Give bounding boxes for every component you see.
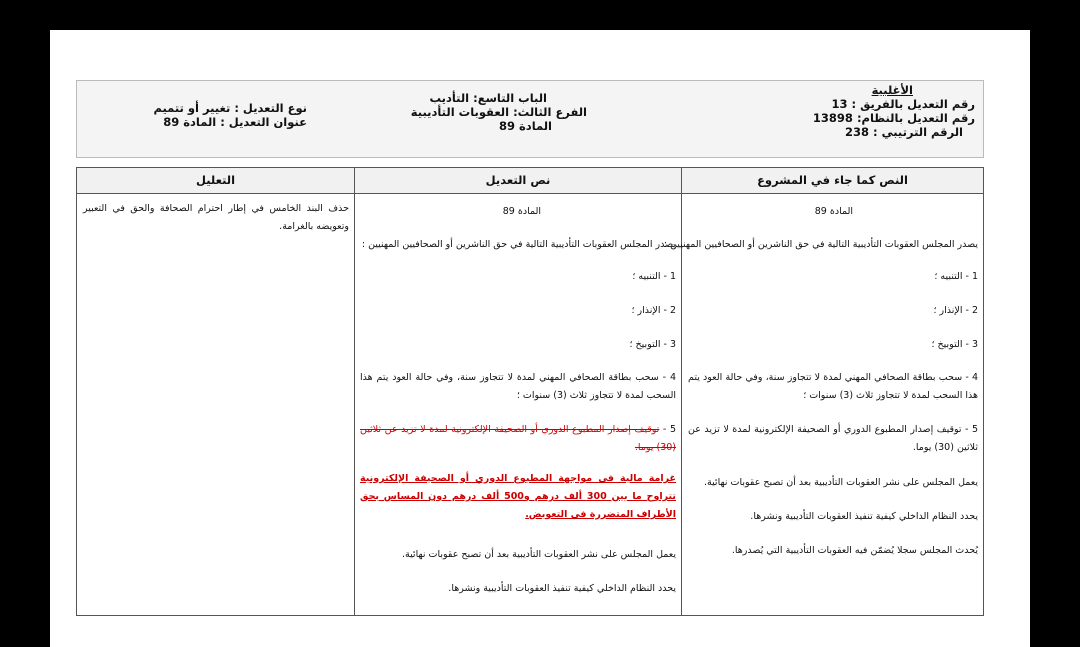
justification-text: حذف البند الخامس في إطار احترام الصحافة والحق في التعبير وتعويضه بالغرامة. <box>83 203 349 232</box>
column-header-amendment: نص التعديل <box>355 168 681 194</box>
original-paragraph-3: يُحدث المجلس سجلا يُضمّن فيه العقوبات التأديبية التي يُصدرها. <box>731 545 978 556</box>
amendment-item-2: 2 - الإنذار ؛ <box>631 305 676 316</box>
chapter-title: الباب التاسع: التأديب <box>429 91 547 105</box>
deleted-text: توقيف إصدار المطبوع الدوري أو الصحيفة الإلكترونية لمدة لا تزيد عن ثلاثين (30) يوما. <box>360 424 676 453</box>
amendment-header <box>76 80 984 158</box>
amendment-item-1: 1 - التنبيه ؛ <box>632 271 676 282</box>
group-name: الأغلبية <box>871 83 913 97</box>
comparison-table <box>76 167 984 616</box>
column-header-justification: التعليل <box>77 168 354 194</box>
amendment-item-5-prefix: 5 - <box>659 424 676 435</box>
amendment-item-3: 3 - التوبيخ ؛ <box>629 339 676 350</box>
serial-number: الرقم الترتيبي : 238 <box>844 125 963 139</box>
original-item-1: 1 - التنبيه ؛ <box>934 271 978 282</box>
amendment-title: عنوان التعديل : المادة 89 <box>163 115 307 129</box>
group-info-block <box>677 81 983 159</box>
section-title: الفرع الثالث: العقوبات التأديبية <box>410 105 587 119</box>
amendment-article: المادة 89 <box>502 206 541 217</box>
original-item-3: 3 - التوبيخ ؛ <box>931 339 978 350</box>
original-paragraph-1: يعمل المجلس على نشر العقوبات التأديبية بعد أن تصبح عقوبات نهائية. <box>703 477 978 488</box>
amendment-item-5 <box>360 421 676 457</box>
amendment-text-column <box>355 168 681 615</box>
system-amendment-number: رقم التعديل بالنظام: 13898 <box>812 111 975 125</box>
article-number: المادة 89 <box>499 119 552 133</box>
group-amendment-number: رقم التعديل بالفريق : 13 <box>831 97 975 111</box>
amendment-type-block <box>77 81 377 177</box>
amendment-intro: يصدر المجلس العقوبات التأديبية التالية في حق الناشرين أو الصحافيين المهنيين : <box>361 239 676 250</box>
inserted-text: غرامة مالية في مواجهة المطبوع الدوري أو الصحيفة الإلكترونية تتراوح ما بين 300 ألف درهم و500 ألف درهم دون المساس بحق الأطراف المتضررة في التعويض. <box>360 473 676 520</box>
amendment-paragraph-2: يحدد النظام الداخلي كيفية تنفيذ العقوبات التأديبية ونشرها. <box>448 583 676 594</box>
column-header-original: النص كما جاء في المشروع <box>682 168 983 194</box>
amendment-item-4: 4 - سحب بطاقة الصحافي المهني لمدة لا تتجاوز سنة، وفي حالة العود يتم هذا السحب لمدة لا تتجاوز ثلاث (3) سنوات ؛ <box>360 372 676 401</box>
original-text-column <box>663 168 983 615</box>
justification-column <box>77 168 354 615</box>
original-paragraph-2: يحدد النظام الداخلي كيفية تنفيذ العقوبات التأديبية ونشرها. <box>750 511 978 522</box>
chapter-block <box>377 81 677 167</box>
amendment-type: نوع التعديل : تغيير أو تتميم <box>153 101 307 115</box>
original-item-5: 5 - توقيف إصدار المطبوع الدوري أو الصحيفة الإلكترونية لمدة لا تزيد عن ثلاثين (30) يوما. <box>688 424 978 453</box>
original-article: المادة 89 <box>814 206 853 217</box>
original-item-2: 2 - الإنذار ؛ <box>933 305 978 316</box>
original-item-4: 4 - سحب بطاقة الصحافي المهني لمدة لا تتجاوز سنة، وفي حالة العود يتم هذا السحب لمدة لا تتجاوز ثلاث (3) سنوات ؛ <box>688 372 978 401</box>
document-page <box>50 30 1030 647</box>
amendment-paragraph-1: يعمل المجلس على نشر العقوبات التأديبية بعد أن تصبح عقوبات نهائية. <box>401 549 676 560</box>
original-intro: يصدر المجلس العقوبات التأديبية التالية في حق الناشرين أو الصحافيين المهنيين : <box>663 239 978 250</box>
